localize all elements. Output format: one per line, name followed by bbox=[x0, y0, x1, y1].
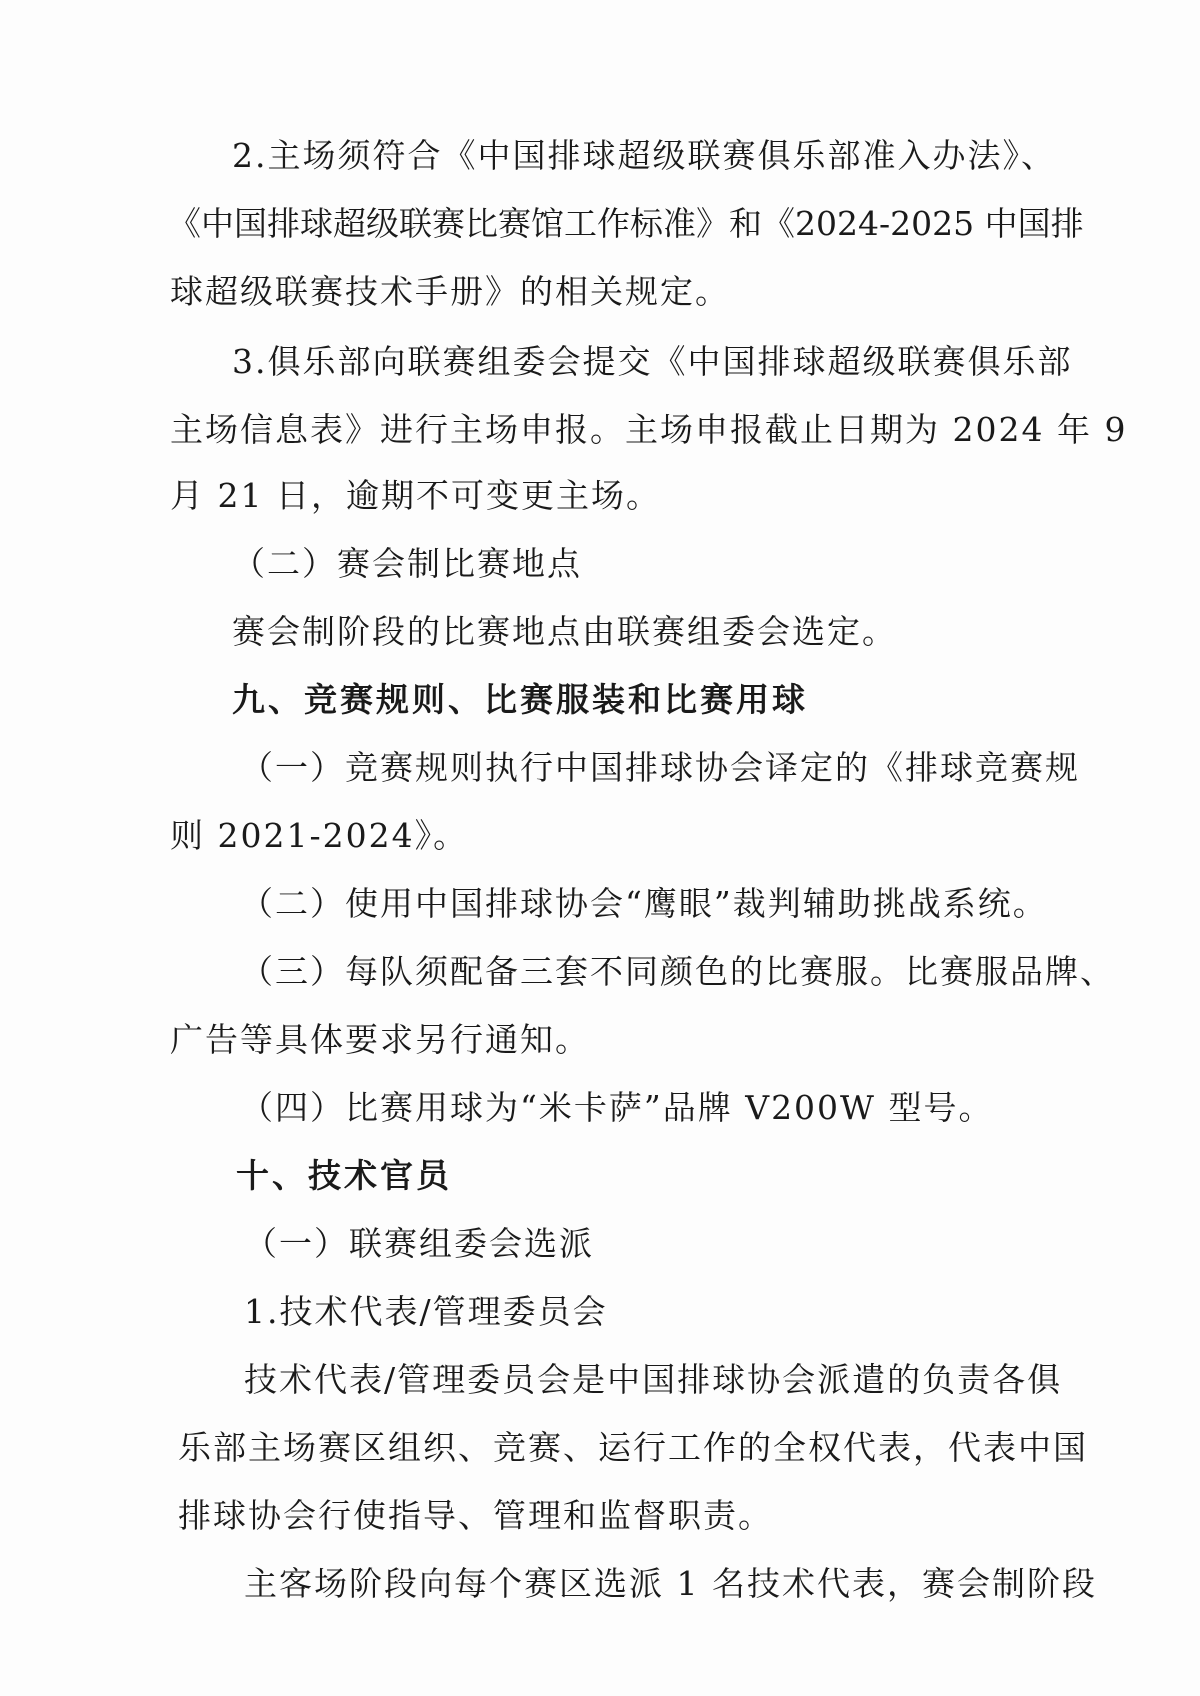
section-heading: 九、竞赛规则、比赛服装和比赛用球 bbox=[232, 680, 808, 719]
paragraph-line: 球超级联赛技术手册》的相关规定。 bbox=[170, 272, 730, 311]
paragraph-line: 技术代表/管理委员会是中国排球协会派遣的负责各俱 bbox=[244, 1360, 1063, 1399]
paragraph-line: 广告等具体要求另行通知。 bbox=[170, 1020, 590, 1059]
paragraph-line: 3.俱乐部向联赛组委会提交《中国排球超级联赛俱乐部 bbox=[232, 342, 1073, 381]
paragraph-line: 《中国排球超级联赛比赛馆工作标准》和《2024-2025 中国排 bbox=[168, 204, 1084, 243]
section-subheading: （二）赛会制比赛地点 bbox=[232, 544, 582, 583]
paragraph-line: （四）比赛用球为“米卡萨”品牌 V200W 型号。 bbox=[240, 1088, 994, 1127]
section-subheading: （一）联赛组委会选派 bbox=[244, 1224, 594, 1263]
paragraph-line: 乐部主场赛区组织、竞赛、运行工作的全权代表，代表中国 bbox=[178, 1428, 1088, 1467]
paragraph-line: 月 21 日，逾期不可变更主场。 bbox=[170, 476, 661, 515]
paragraph-line: 主客场阶段向每个赛区选派 1 名技术代表，赛会制阶段 bbox=[244, 1564, 1097, 1603]
paragraph-line: 1.技术代表/管理委员会 bbox=[244, 1292, 608, 1331]
paragraph-line: 则 2021-2024》。 bbox=[170, 816, 469, 855]
paragraph-line: 赛会制阶段的比赛地点由联赛组委会选定。 bbox=[232, 612, 897, 651]
paragraph-line: 2.主场须符合《中国排球超级联赛俱乐部准入办法》、 bbox=[232, 136, 1056, 175]
paragraph-line: 主场信息表》进行主场申报。主场申报截止日期为 2024 年 9 bbox=[170, 410, 1128, 449]
paragraph-line: （二）使用中国排球协会“鹰眼”裁判辅助挑战系统。 bbox=[240, 884, 1048, 923]
section-heading: 十、技术官员 bbox=[236, 1156, 452, 1195]
paragraph-line: 排球协会行使指导、管理和监督职责。 bbox=[178, 1496, 773, 1535]
paragraph-line: （三）每队须配备三套不同颜色的比赛服。比赛服品牌、 bbox=[240, 952, 1115, 991]
paragraph-line: （一）竞赛规则执行中国排球协会译定的《排球竞赛规 bbox=[240, 748, 1080, 787]
